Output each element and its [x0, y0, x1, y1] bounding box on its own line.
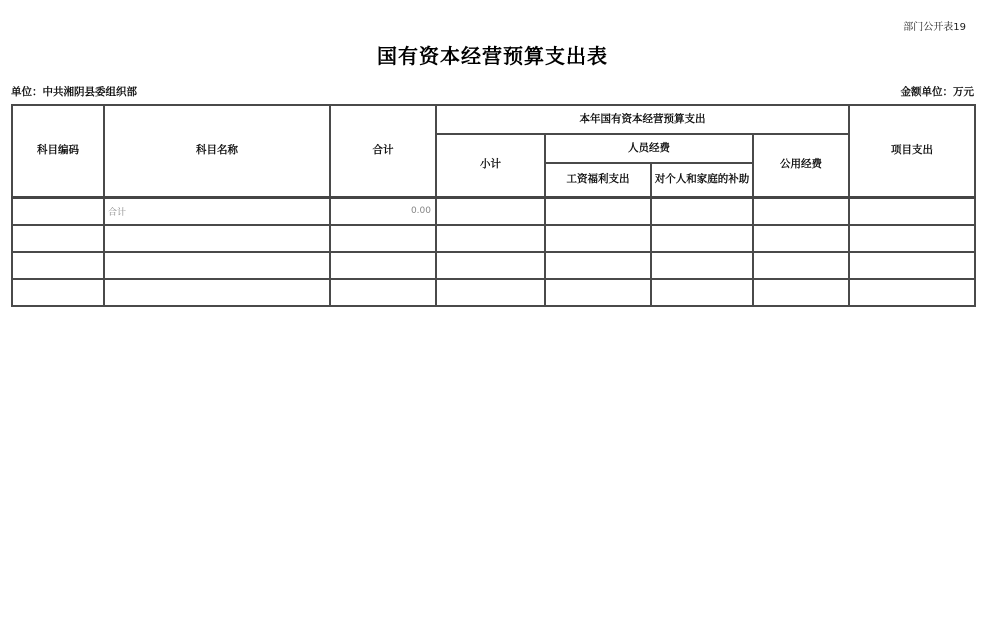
meta-row: [11, 84, 974, 99]
cell-individual-family-subsidy: [651, 225, 753, 252]
cell-total: [330, 279, 436, 306]
col-header-project-expenditure: 项目支出: [849, 105, 975, 197]
cell-subject-code: [12, 225, 104, 252]
corner-table-number: 部门公开表19: [903, 22, 966, 33]
col-header-public-funds: 公用经费: [753, 134, 849, 197]
table-row: [12, 225, 975, 252]
cell-public-funds: [753, 279, 849, 306]
col-header-wage-welfare: 工资福利支出: [545, 163, 651, 197]
col-header-subject-code: 科目编码: [12, 105, 104, 197]
cell-wage-welfare: [545, 197, 651, 225]
cell-subtotal: [436, 197, 545, 225]
cell-total: 0.00: [330, 197, 436, 225]
col-header-total: 合计: [330, 105, 436, 197]
cell-public-funds: [753, 197, 849, 225]
col-header-subtotal: 小计: [436, 134, 545, 197]
cell-project-expenditure: [849, 225, 975, 252]
cell-subtotal: [436, 252, 545, 279]
cell-subtotal: [436, 279, 545, 306]
cell-project-expenditure: [849, 252, 975, 279]
cell-subtotal: [436, 225, 545, 252]
cell-subject-code: [12, 252, 104, 279]
cell-individual-family-subsidy: [651, 279, 753, 306]
cell-wage-welfare: [545, 279, 651, 306]
col-group-personnel-funds: 人员经费: [545, 134, 753, 163]
cell-subject-name: [104, 252, 330, 279]
unit-label: 单位：中共湘阴县委组织部: [11, 86, 137, 98]
cell-wage-welfare: [545, 252, 651, 279]
cell-individual-family-subsidy: [651, 252, 753, 279]
budget-table: [11, 104, 976, 307]
cell-total: [330, 252, 436, 279]
col-group-current-year-expenditure: 本年国有资本经营预算支出: [436, 105, 849, 134]
cell-public-funds: [753, 252, 849, 279]
col-header-individual-family-subsidy: 对个人和家庭的补助: [651, 163, 753, 197]
cell-subject-name: 合计: [104, 197, 330, 225]
amount-unit-label: 金额单位：万元: [900, 86, 974, 98]
col-header-subject-name: 科目名称: [104, 105, 330, 197]
cell-subject-name: [104, 279, 330, 306]
cell-subject-code: [12, 197, 104, 225]
table-row: [12, 252, 975, 279]
cell-subject-name: [104, 225, 330, 252]
cell-total: [330, 225, 436, 252]
table-body: [12, 197, 975, 306]
cell-project-expenditure: [849, 279, 975, 306]
table-row: [12, 197, 975, 225]
cell-project-expenditure: [849, 197, 975, 225]
cell-public-funds: [753, 225, 849, 252]
table-row: [12, 279, 975, 306]
table-header: [12, 105, 975, 197]
cell-subject-code: [12, 279, 104, 306]
page-title: 国有资本经营预算支出表: [377, 44, 608, 68]
cell-individual-family-subsidy: [651, 197, 753, 225]
header-row-1: [12, 105, 975, 134]
document-page: [11, 0, 974, 307]
cell-wage-welfare: [545, 225, 651, 252]
